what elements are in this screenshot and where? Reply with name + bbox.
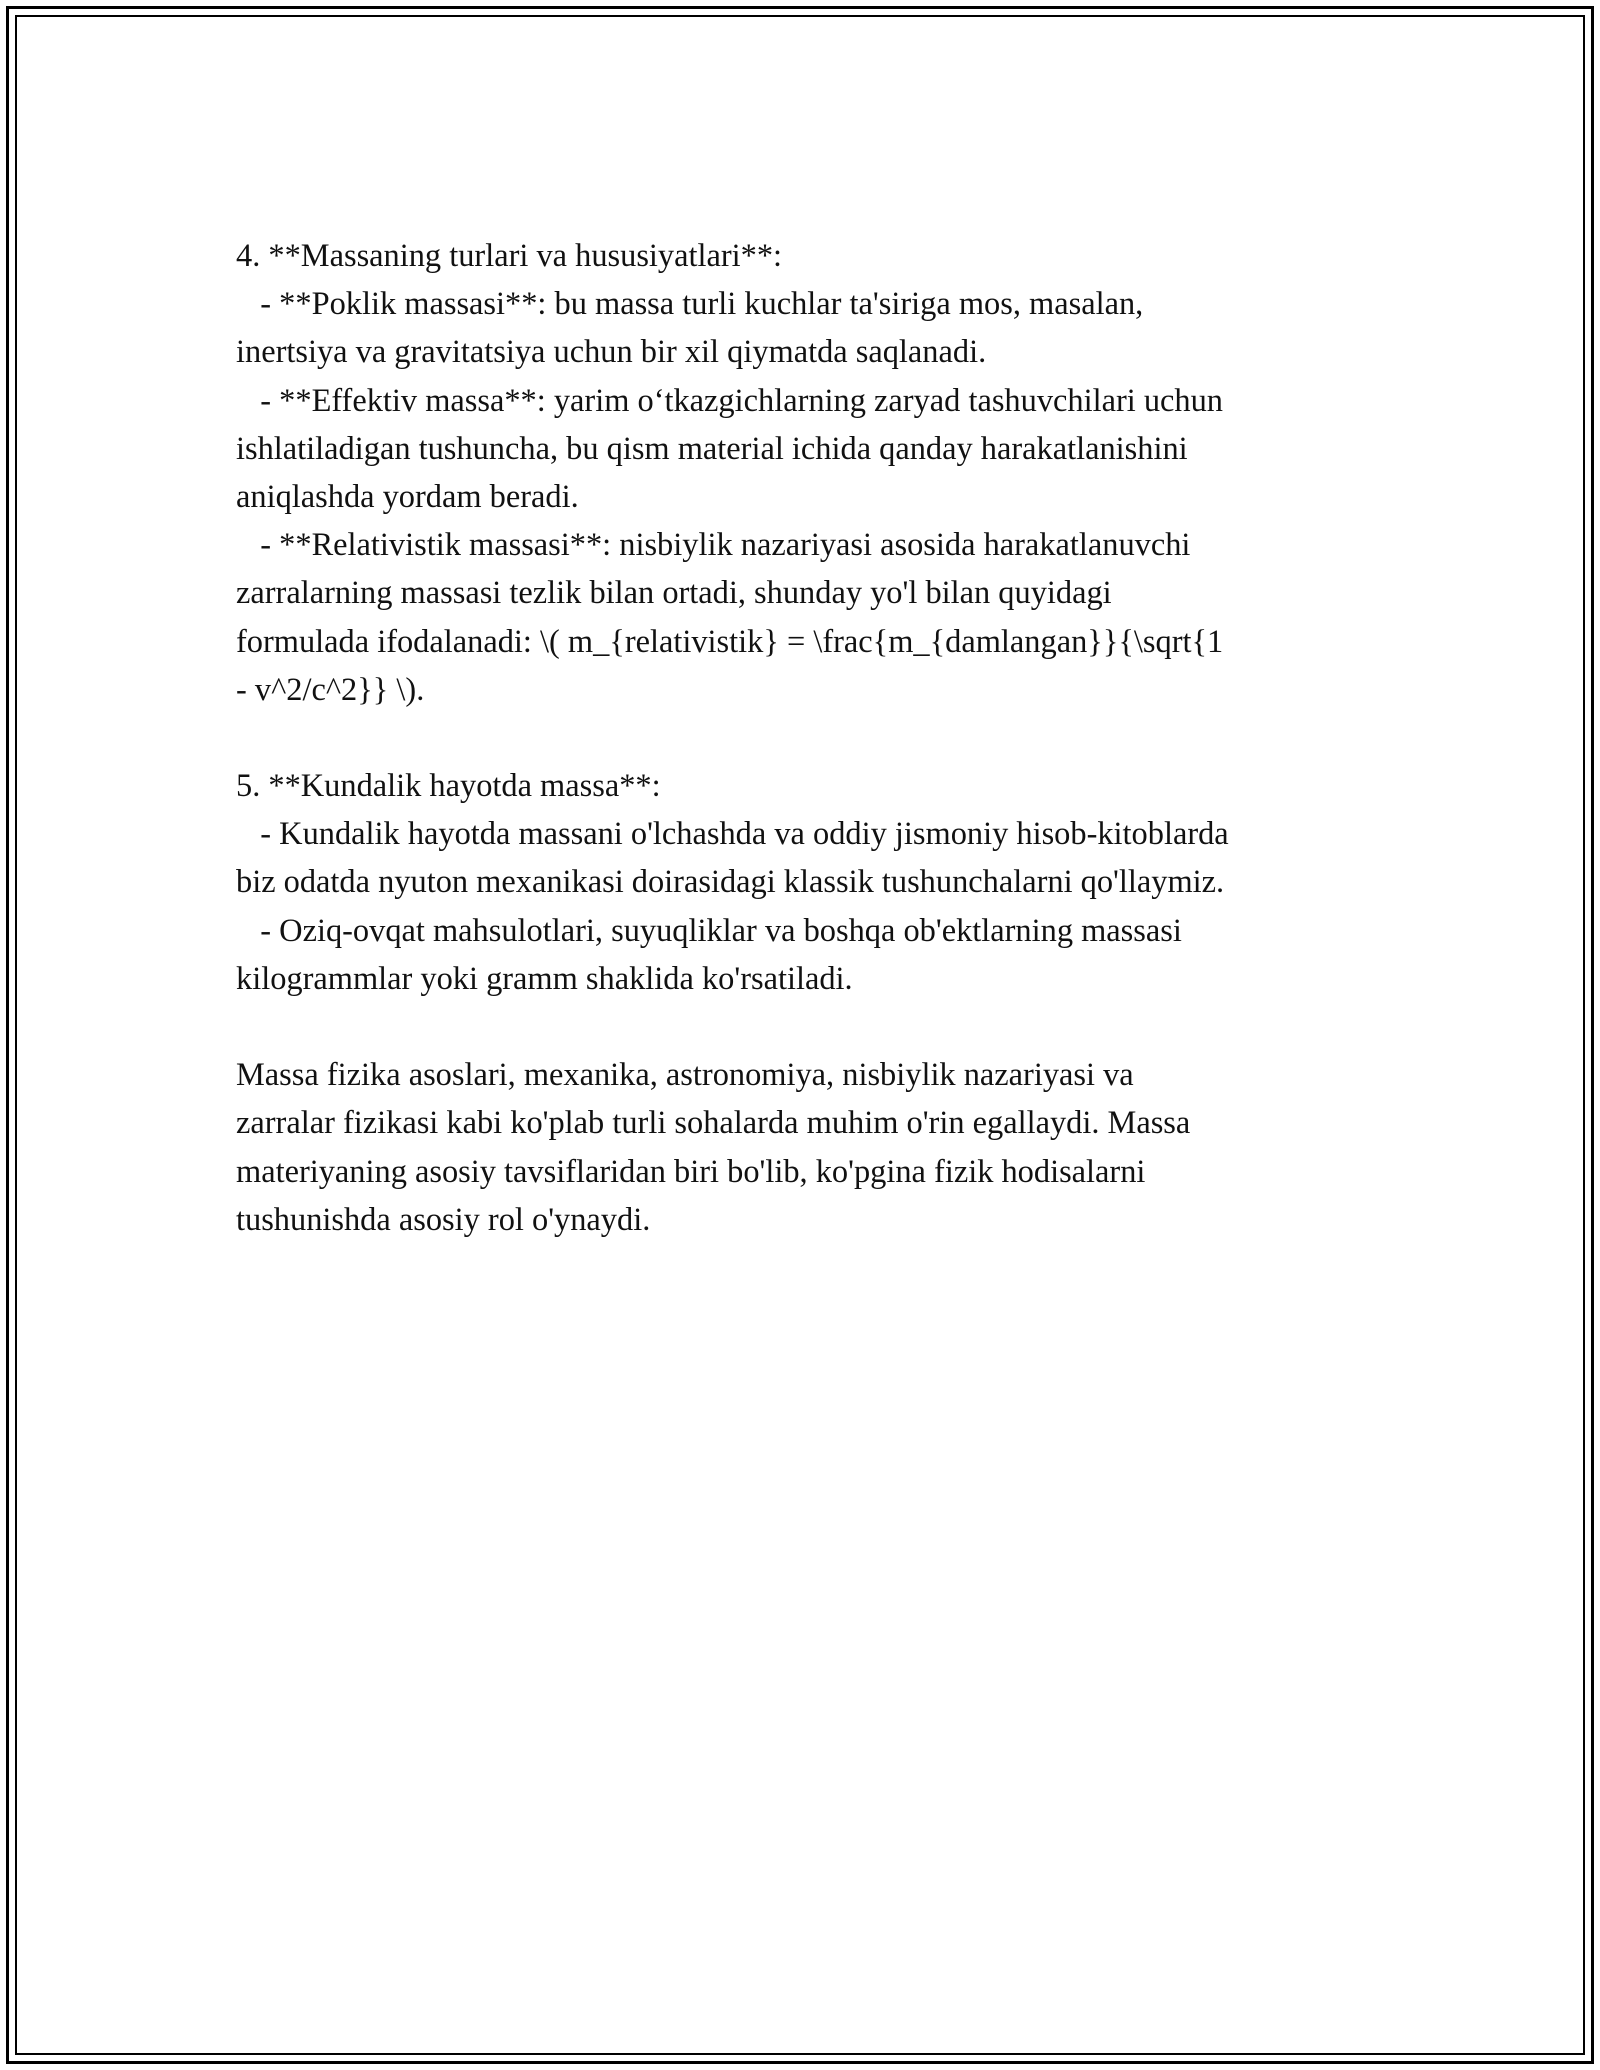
text-line: materiyaning asosiy tavsiflaridan biri bo'lib, ko'pgina fizik hodisalarni [236,1153,1146,1190]
text-line: - Oziq-ovqat mahsulotlari, suyuqliklar va boshqa ob'ektlarning massasi [236,912,1182,949]
document-body [236,232,1376,1244]
text-line: - Kundalik hayotda massani o'lchashda va oddiy jismoniy hisob-kitoblarda [236,816,1229,853]
text-line: zarralar fizikasi kabi ko'plab turli sohalarda muhim o'rin egallaydi. Massa [236,1105,1191,1142]
section-5-heading: 5. **Kundalik hayotda massa**: [236,768,661,805]
text-line: zarralarning massasi tezlik bilan ortadi, shunday yo'l bilan quyidagi [236,575,1112,612]
text-line: ishlatiladigan tushuncha, bu qism material ichida qanday harakatlanishini [236,430,1188,467]
paragraph-spacer [236,714,1376,762]
text-line: aniqlashda yordam beradi. [236,478,579,515]
text-line: - **Poklik massasi**: bu massa turli kuchlar ta'siriga mos, masalan, [236,286,1144,323]
text-line: biz odatda nyuton mexanikasi doirasidagi klassik tushunchalarni qo'llaymiz. [236,864,1225,901]
text-line: - **Relativistik massasi**: nisbiylik nazariyasi asosida harakatlanuvchi [236,527,1191,564]
text-line: formulada ifodalanadi: \( m_{relativistik} = \frac{m_{damlangan}}{\sqrt{1 [236,623,1224,660]
conclusion-paragraph [236,1051,1376,1244]
section-4 [236,232,1376,714]
section-4-heading: 4. **Massaning turlari va hususiyatlari**: [236,238,783,274]
text-line: inertsiya va gravitatsiya uchun bir xil qiymatda saqlanadi. [236,334,987,371]
text-line: - v^2/c^2}} \). [236,671,425,708]
section-5 [236,762,1376,1003]
text-line: Massa fizika asoslari, mexanika, astronomiya, nisbiylik nazariyasi va [236,1057,1134,1094]
text-line: kilogrammlar yoki gramm shaklida ko'rsatiladi. [236,960,853,997]
text-line: tushunishda asosiy rol o'ynaydi. [236,1201,651,1238]
paragraph-spacer [236,1003,1376,1051]
text-line: - **Effektiv massa**: yarim o‘tkazgichlarning zaryad tashuvchilari uchun [236,382,1223,419]
